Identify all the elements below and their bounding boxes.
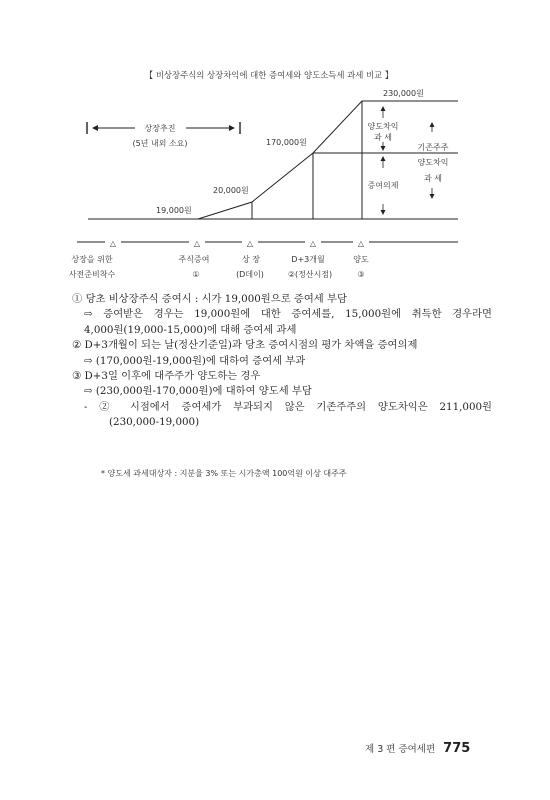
diagram-title: 【 비상장주식의 상장차익에 대한 증여세와 양도소득세 과세 비교 】: [144, 70, 394, 80]
arrow-down-icon: [381, 146, 386, 151]
timeline-marker-triangle: △: [246, 239, 254, 248]
arrow-down-icon: [381, 210, 386, 215]
timeline-label-d3m-top: D+3개월: [291, 255, 325, 264]
timeline-label-listing-bottom: (D데이): [236, 270, 264, 279]
gift-tax-label: 증여의제: [367, 181, 399, 190]
page-number: 775: [443, 741, 471, 756]
price-label-19000: 19,000원: [156, 206, 192, 215]
timeline-marker-triangle: △: [309, 239, 317, 248]
point-1-detail: ⇨ 증여받은 경우는 19,000원에 대한 증여세를, 15,000원에 취득한 경우라면: [84, 308, 492, 321]
gift-vs-transfer-tax-diagram: [0, 0, 550, 290]
timeline-label-listing-top: 상 장: [242, 255, 260, 264]
listing-period-label: (5년 내외 소요): [132, 139, 188, 148]
arrow-up-icon: [381, 106, 386, 111]
timeline-label-gift-top: 주식증여: [178, 255, 210, 264]
point-1-detail-cont: 4,000원(19,000-15,000)에 대해 증여세 과세: [84, 323, 297, 336]
arrow-up-icon: [430, 122, 435, 127]
point-2-detail: ⇨ (170,000원-19,000원)에 대하여 증여세 부과: [84, 354, 306, 367]
section-title: 제 3 편 증여세편: [365, 744, 436, 755]
timeline-label-prep-top: 상장을 위한: [71, 255, 113, 264]
arrow-left-icon: [92, 125, 98, 131]
timeline-marker-triangle: △: [357, 239, 365, 248]
point-3-subnote: - ② 시점에서 증여세가 부과되지 않은 기존주주의 양도차익은 211,000원: [84, 400, 492, 413]
transfer-gain-label: 양도차익: [367, 122, 399, 131]
timeline-label-transfer-bottom: ③: [357, 270, 365, 279]
timeline-label-d3m-bottom: ②(정산시점): [287, 270, 333, 279]
arrow-down-icon: [430, 194, 435, 199]
price-label-170000: 170,000원: [266, 138, 307, 147]
arrow-right-icon: [229, 125, 235, 131]
transfer-gain-tax-label: 과 세: [374, 133, 392, 142]
point-3-detail: ⇨ (230,000원-170,000원)에 대하여 양도세 부담: [84, 385, 312, 398]
footnote: * 양도세 과세대상자 : 지분율 3% 또는 시가총액 100억원 이상 대주주: [101, 469, 347, 478]
point-3-subnote-cont: (230,000-19,000): [109, 416, 200, 429]
explanation-block: [72, 292, 492, 431]
page-footer: [365, 741, 470, 756]
existing-holder-gain-label: 양도차익: [417, 158, 449, 167]
timeline-marker-triangle: △: [109, 239, 117, 248]
price-label-230000: 230,000원: [383, 89, 424, 98]
arrow-up-icon: [381, 156, 386, 161]
timeline-label-transfer-top: 양도: [353, 255, 369, 264]
existing-holder-label: 기존주주: [417, 143, 449, 152]
point-1-text: ① 당초 비상장주식 증여시 : 시가 19,000원으로 증여세 부담: [72, 293, 347, 305]
timeline-label-gift-bottom: ①: [192, 270, 200, 279]
point-2-text: ② D+3개월이 되는 날(정산기준일)과 당초 증여시점의 평가 차액을 증여의제: [72, 339, 418, 352]
existing-holder-tax-label: 과 세: [424, 174, 442, 183]
listing-promotion-label: 상장추진: [144, 124, 176, 133]
price-label-20000: 20,000원: [213, 186, 249, 195]
timeline-label-prep-bottom: 사전준비착수: [68, 270, 116, 279]
point-3-text: ③ D+3일 이후에 대주주가 양도하는 경우: [72, 370, 261, 383]
timeline-marker-triangle: △: [193, 239, 201, 248]
